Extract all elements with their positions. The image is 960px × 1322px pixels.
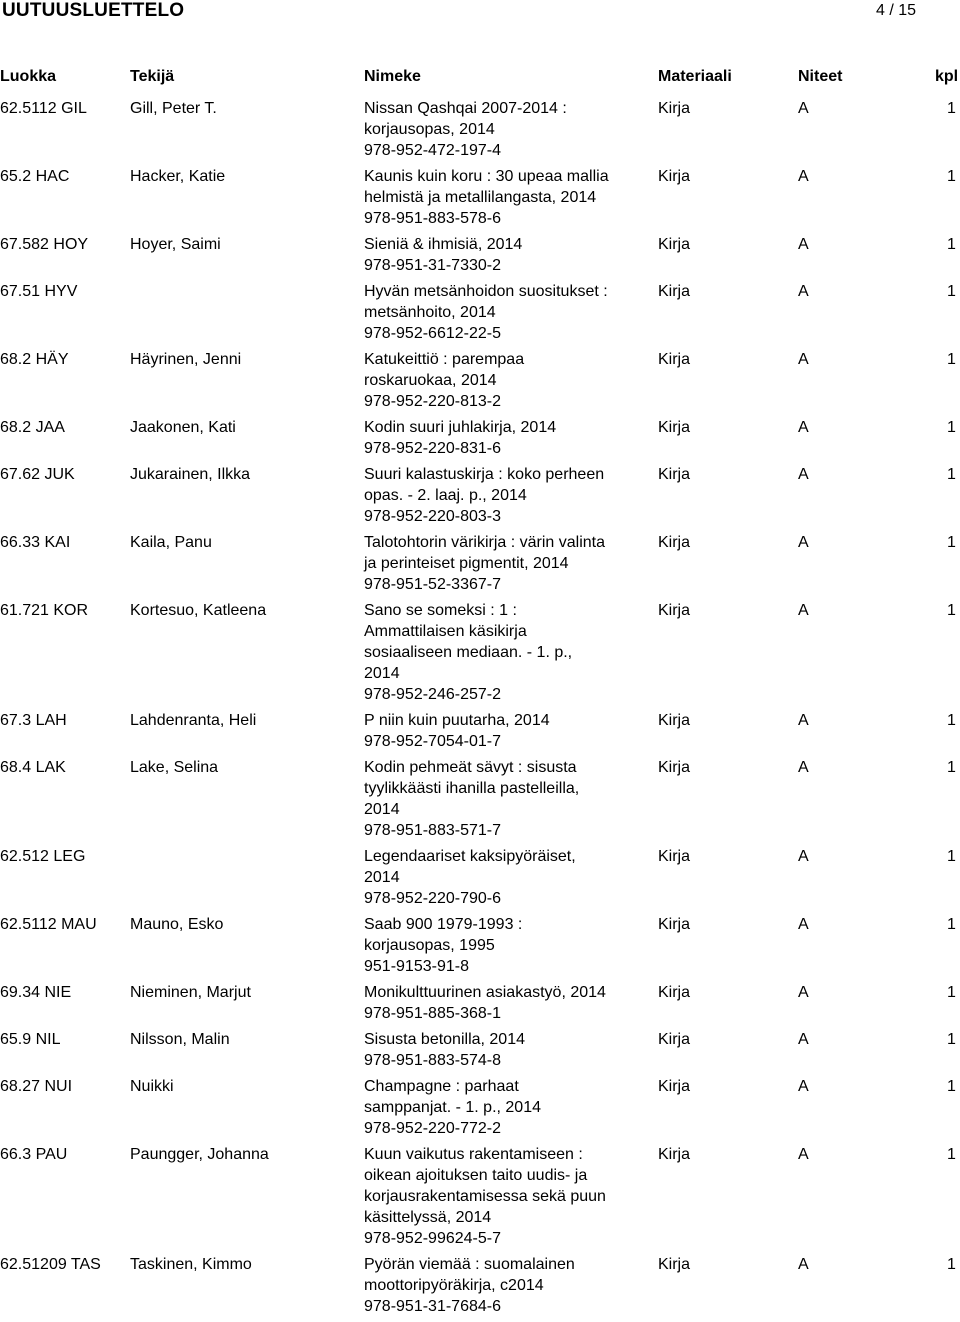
row-nimeke (364, 532, 644, 595)
row-tekija: Lake, Selina (130, 759, 219, 776)
row-materiaali: Kirja (658, 236, 691, 253)
nimeke-line: Pyörän viemää : suomalainen (364, 1256, 575, 1273)
nimeke-line: oikean ajoituksen taito uudis- ja (364, 1167, 588, 1184)
header-nimeke: Nimeke (364, 68, 421, 85)
row-kpl: 1 (947, 712, 956, 729)
nimeke-line: Kaunis kuin koru : 30 upeaa mallia (364, 168, 609, 185)
nimeke-line: sosiaaliseen mediaan. - 1. p., (364, 644, 573, 661)
nimeke-line: 978-951-31-7684-6 (364, 1298, 501, 1315)
nimeke-line: Legendaariset kaksipyöräiset, (364, 848, 576, 865)
nimeke-line: 978-951-31-7330-2 (364, 257, 501, 274)
table-row (0, 846, 960, 909)
row-kpl: 1 (947, 1078, 956, 1095)
row-luokka: 69.34 NIE (0, 984, 72, 1001)
table-row (0, 349, 960, 412)
table-row (0, 914, 960, 977)
row-kpl: 1 (947, 1146, 956, 1163)
row-tekija: Taskinen, Kimmo (130, 1256, 252, 1273)
nimeke-line: Saab 900 1979-1993 : (364, 916, 523, 933)
table-row (0, 710, 960, 752)
row-materiaali: Kirja (658, 712, 691, 729)
row-materiaali: Kirja (658, 100, 691, 117)
nimeke-line: Kodin suuri juhlakirja, 2014 (364, 419, 557, 436)
row-kpl: 1 (947, 236, 956, 253)
row-nimeke (364, 1029, 644, 1071)
row-luokka: 62.5112 MAU (0, 916, 97, 933)
row-nimeke (364, 982, 644, 1024)
row-nimeke (364, 464, 644, 527)
table-row (0, 1076, 960, 1139)
row-materiaali: Kirja (658, 419, 691, 436)
nimeke-line: Hyvän metsänhoidon suositukset : (364, 283, 608, 300)
row-materiaali: Kirja (658, 168, 691, 185)
page-number: 4 / 15 (875, 2, 916, 19)
nimeke-line: 2014 (364, 869, 400, 886)
row-luokka: 62.5112 GIL (0, 100, 87, 117)
row-tekija: Jaakonen, Kati (130, 419, 236, 436)
row-nimeke (364, 98, 644, 161)
nimeke-line: korjausopas, 2014 (364, 121, 495, 138)
nimeke-line: 978-952-220-831-6 (364, 440, 501, 457)
row-niteet: A (798, 984, 809, 1001)
row-luokka: 68.2 JAA (0, 419, 65, 436)
row-niteet: A (798, 916, 809, 933)
row-tekija: Hoyer, Saimi (130, 236, 221, 253)
row-niteet: A (798, 283, 809, 300)
nimeke-line: Katukeittiö : parempaa (364, 351, 525, 368)
row-luokka: 67.3 LAH (0, 712, 67, 729)
row-niteet: A (798, 236, 809, 253)
row-materiaali: Kirja (658, 466, 691, 483)
row-kpl: 1 (947, 1031, 956, 1048)
nimeke-line: Suuri kalastuskirja : koko perheen (364, 466, 605, 483)
row-materiaali: Kirja (658, 848, 691, 865)
row-luokka: 65.2 HAC (0, 168, 70, 185)
table-row (0, 234, 960, 276)
nimeke-line: käsittelyssä, 2014 (364, 1209, 492, 1226)
row-tekija: Jukarainen, Ilkka (130, 466, 251, 483)
row-tekija: Gill, Peter T. (130, 100, 217, 117)
nimeke-line: Nissan Qashqai 2007-2014 : (364, 100, 567, 117)
row-nimeke (364, 166, 644, 229)
table-row (0, 417, 960, 459)
nimeke-line: 978-952-7054-01-7 (364, 733, 501, 750)
row-kpl: 1 (947, 168, 956, 185)
row-niteet: A (798, 419, 809, 436)
header-luokka: Luokka (0, 68, 57, 85)
row-niteet: A (798, 1146, 809, 1163)
table-row (0, 982, 960, 1024)
row-kpl: 1 (947, 602, 956, 619)
row-niteet: A (798, 534, 809, 551)
row-nimeke (364, 1144, 644, 1249)
row-kpl: 1 (947, 419, 956, 436)
nimeke-line: 978-952-220-813-2 (364, 393, 501, 410)
nimeke-line: P niin kuin puutarha, 2014 (364, 712, 550, 729)
row-tekija: Paungger, Johanna (130, 1146, 269, 1163)
row-kpl: 1 (947, 100, 956, 117)
row-niteet: A (798, 351, 809, 368)
row-materiaali: Kirja (658, 283, 691, 300)
row-tekija: Hacker, Katie (130, 168, 226, 185)
nimeke-line: Champagne : parhaat (364, 1078, 519, 1095)
nimeke-line: 978-952-220-803-3 (364, 508, 501, 525)
table-row (0, 166, 960, 229)
row-materiaali: Kirja (658, 351, 691, 368)
row-kpl: 1 (947, 848, 956, 865)
row-kpl: 1 (947, 1256, 956, 1273)
nimeke-line: 978-951-883-574-8 (364, 1052, 501, 1069)
nimeke-line: 978-952-220-772-2 (364, 1120, 501, 1137)
row-niteet: A (798, 712, 809, 729)
row-nimeke (364, 757, 644, 841)
table-row (0, 1144, 960, 1249)
nimeke-line: helmistä ja metallilangasta, 2014 (364, 189, 597, 206)
row-materiaali: Kirja (658, 916, 691, 933)
table-header (0, 68, 960, 90)
row-kpl: 1 (947, 351, 956, 368)
nimeke-line: 978-952-220-790-6 (364, 890, 501, 907)
header-materiaali: Materiaali (658, 68, 732, 85)
row-niteet: A (798, 759, 809, 776)
nimeke-line: samppanjat. - 1. p., 2014 (364, 1099, 541, 1116)
row-tekija: Häyrinen, Jenni (130, 351, 242, 368)
row-niteet: A (798, 1031, 809, 1048)
row-tekija: Kaila, Panu (130, 534, 212, 551)
table-row (0, 1029, 960, 1071)
header-tekija: Tekijä (130, 68, 175, 85)
row-luokka: 66.3 PAU (0, 1146, 68, 1163)
nimeke-line: Kodin pehmeät sävyt : sisusta (364, 759, 577, 776)
row-materiaali: Kirja (658, 1078, 691, 1095)
row-materiaali: Kirja (658, 1031, 691, 1048)
row-kpl: 1 (947, 916, 956, 933)
row-kpl: 1 (947, 534, 956, 551)
nimeke-line: 978-951-883-578-6 (364, 210, 501, 227)
header-niteet: Niteet (798, 68, 843, 85)
table-row (0, 98, 960, 161)
row-niteet: A (798, 100, 809, 117)
row-nimeke (364, 1254, 644, 1317)
row-materiaali: Kirja (658, 984, 691, 1001)
row-luokka: 67.62 JUK (0, 466, 75, 483)
row-kpl: 1 (947, 466, 956, 483)
nimeke-line: korjausopas, 1995 (364, 937, 495, 954)
table-row (0, 464, 960, 527)
row-nimeke (364, 600, 644, 705)
row-materiaali: Kirja (658, 1256, 691, 1273)
row-niteet: A (798, 848, 809, 865)
row-luokka: 66.33 KAI (0, 534, 71, 551)
table-row (0, 757, 960, 841)
row-kpl: 1 (947, 984, 956, 1001)
row-nimeke (364, 710, 644, 752)
nimeke-line: 951-9153-91-8 (364, 958, 469, 975)
row-materiaali: Kirja (658, 534, 691, 551)
row-niteet: A (798, 466, 809, 483)
row-materiaali: Kirja (658, 759, 691, 776)
nimeke-line: 978-951-883-571-7 (364, 822, 501, 839)
catalog-list (0, 98, 960, 1322)
row-nimeke (364, 417, 644, 459)
nimeke-line: ja perinteiset pigmentit, 2014 (364, 555, 569, 572)
nimeke-line: 2014 (364, 801, 400, 818)
row-nimeke (364, 234, 644, 276)
row-luokka: 68.2 HÄY (0, 351, 69, 368)
nimeke-line: korjausrakentamisessa sekä puun (364, 1188, 606, 1205)
row-tekija: Nilsson, Malin (130, 1031, 230, 1048)
row-kpl: 1 (947, 283, 956, 300)
nimeke-line: Kuun vaikutus rakentamiseen : (364, 1146, 583, 1163)
nimeke-line: Sieniä & ihmisiä, 2014 (364, 236, 523, 253)
document-title: UUTUUSLUETTELO (2, 0, 185, 21)
nimeke-line: 978-951-885-368-1 (364, 1005, 501, 1022)
nimeke-line: 978-951-52-3367-7 (364, 576, 501, 593)
row-kpl: 1 (947, 759, 956, 776)
nimeke-line: 978-952-472-197-4 (364, 142, 501, 159)
nimeke-line: roskaruokaa, 2014 (364, 372, 497, 389)
row-tekija: Kortesuo, Katleena (130, 602, 267, 619)
row-niteet: A (798, 168, 809, 185)
nimeke-line: 2014 (364, 665, 400, 682)
row-nimeke (364, 349, 644, 412)
row-nimeke (364, 281, 644, 344)
row-tekija: Mauno, Esko (130, 916, 224, 933)
nimeke-line: Sisusta betonilla, 2014 (364, 1031, 525, 1048)
row-luokka: 62.512 LEG (0, 848, 86, 865)
row-luokka: 68.4 LAK (0, 759, 66, 776)
table-row (0, 1254, 960, 1317)
row-luokka: 65.9 NIL (0, 1031, 61, 1048)
row-nimeke (364, 914, 644, 977)
row-luokka: 61.721 KOR (0, 602, 89, 619)
nimeke-line: Ammattilaisen käsikirja (364, 623, 527, 640)
row-luokka: 67.51 HYV (0, 283, 78, 300)
row-luokka: 68.27 NUI (0, 1078, 73, 1095)
nimeke-line: metsänhoito, 2014 (364, 304, 496, 321)
nimeke-line: moottoripyöräkirja, c2014 (364, 1277, 544, 1294)
row-niteet: A (798, 1078, 809, 1095)
row-materiaali: Kirja (658, 1146, 691, 1163)
nimeke-line: 978-952-99624-5-7 (364, 1230, 501, 1247)
row-luokka: 67.582 HOY (0, 236, 89, 253)
row-luokka: 62.51209 TAS (0, 1256, 101, 1273)
row-niteet: A (798, 1256, 809, 1273)
table-row (0, 281, 960, 344)
table-row (0, 600, 960, 705)
row-nimeke (364, 846, 644, 909)
table-row (0, 532, 960, 595)
nimeke-line: Sano se someksi : 1 : (364, 602, 517, 619)
row-niteet: A (798, 602, 809, 619)
nimeke-line: opas. - 2. laaj. p., 2014 (364, 487, 527, 504)
nimeke-line: 978-952-246-257-2 (364, 686, 501, 703)
header-kpl: kpl (935, 68, 959, 85)
nimeke-line: Monikulttuurinen asiakastyö, 2014 (364, 984, 606, 1001)
row-tekija: Nieminen, Marjut (130, 984, 251, 1001)
nimeke-line: tyylikkäästi ihanilla pastelleilla, (364, 780, 580, 797)
row-tekija: Lahdenranta, Heli (130, 712, 257, 729)
row-tekija: Nuikki (130, 1078, 174, 1095)
nimeke-line: Talotohtorin värikirja : värin valinta (364, 534, 605, 551)
nimeke-line: 978-952-6612-22-5 (364, 325, 501, 342)
row-nimeke (364, 1076, 644, 1139)
row-materiaali: Kirja (658, 602, 691, 619)
